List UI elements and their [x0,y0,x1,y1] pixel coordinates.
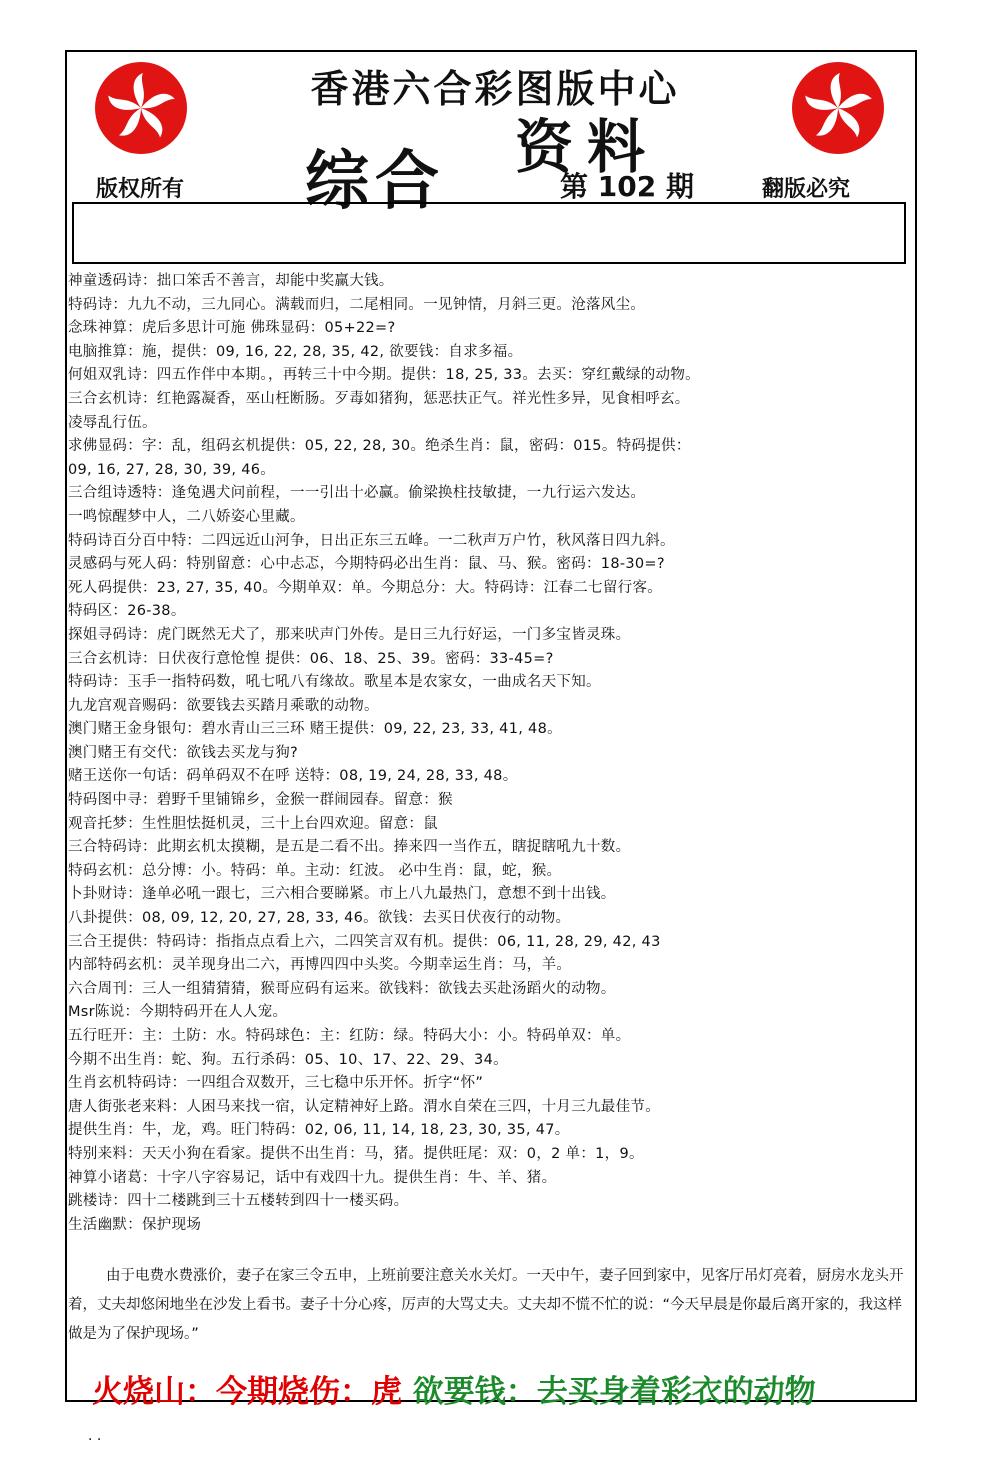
content-line: 一鸣惊醒梦中人，二八娇姿心里藏。 [68,508,305,525]
content-line: 何姐双乳诗：四五作伴中本期。，再转三十中今期。提供：18, 25, 33。去买：穿红戴绿的动物。 [68,367,700,384]
content-line: 九龙宫观音赐码：欲要钱去买踏月乘歌的动物。 [68,697,379,714]
no-reprint-label: 翻版必究 [762,177,851,202]
content-line: 三合玄机诗：日伏夜行意怆惶 提供：06、18、25、39。密码：33-45=? [68,650,554,667]
footer-banner [92,1366,816,1411]
content-line: 09, 16, 27, 28, 30, 39, 46。 [68,461,276,478]
content-line: 灵感码与死人码：特别留意：心中忐忑，今期特码必出生肖：鼠、马、猴。密码：18-30=? [68,556,665,573]
content-line: 今期不出生肖：蛇、狗。五行杀码：05、10、17、22、29、34。 [68,1051,508,1068]
content-line: 六合周刊：三人一组猜猜猜，猴哥应码有运来。欲钱料：欲钱去买赴汤蹈火的动物。 [68,980,616,997]
content-line: 探姐寻码诗：虎门既然无犬了，那来吠声门外传。是日三九行好运，一门多宝皆灵珠。 [68,626,631,643]
content-line: 念珠神算：虎后多思计可施 佛珠显码：05+22=? [68,320,396,337]
content-line: 内部特码玄机：灵羊现身出二六，再博四四中头奖。今期幸运生肖：马，羊。 [68,957,572,974]
main-title-part1: 综合 [305,144,445,219]
main-title-part2: 资料 [515,113,660,181]
content-line: 求佛显码：字：乱，组码玄机提供：05, 22, 28, 30。绝杀生肖：鼠，密码：015。特码提供： [68,438,691,455]
content-line: 生活幽默：保护现场 [68,1216,202,1233]
content-line: 五行旺开：主：土防：水。特码球色：主：红防：绿。特码大小：小。特码单双：单。 [68,1028,631,1044]
content-line: 观音托梦：生性胆怯挺机灵，三十上台四欢迎。留意：鼠 [68,815,438,832]
content-line: 特码诗百分百中特：二四远近山河争，日出正东三五峰。一二秋声万户竹，秋风落日四九斜。 [68,532,675,549]
content-line: 特码诗：九九不动，三九同心。满载而归，二尾相同。一见钟情，月斜三更。沧落风尘。 [68,296,646,313]
bauhinia-emblem-icon [95,62,187,154]
content-line: 特码图中寻：碧野千里铺锦乡，金猴一群闹园春。留意：猴 [68,792,453,809]
content-line: 特码玄机：总分博：小。特码：单。主动：红波。 必中生肖：鼠，蛇，猴。 [68,862,562,879]
content-line: 赌王送你一句话：码单码双不在呼 送特：08, 19, 24, 28, 33, 48。 [68,768,518,785]
content-line: 生肖玄机特码诗：一四组合双数开，三七稳中乐开怀。折字“怀” [68,1075,484,1092]
issue-number: 第 102 期 [560,170,694,203]
content-lines [68,270,914,1237]
content-line: 三合组诗透特：逢兔遇犬问前程，一一引出十必赢。偷梁换柱技敏捷，一九行运六发达。 [68,485,646,502]
content-line: 唐人街张老来料：人困马来找一宿，认定精神好上路。渭水自荣在三四，十月三九最佳节。 [68,1098,660,1115]
footer-burn-text: 火烧山：今期烧伤：虎 [92,1374,402,1410]
content-line: 提供生肖：牛，龙，鸡。旺门特码：02, 06, 11, 14, 18, 23, 30, 35, 47。 [68,1122,570,1139]
content-line: 三合特码诗：此期玄机太摸糊，是五是二看不出。捧来四一当作五，瞎捉瞎吼九十数。 [68,839,631,856]
content-line: 特码区：26-38。 [68,603,186,620]
footer-money-text: 欲要钱：去买身着彩衣的动物 [412,1374,816,1410]
rights-reserved-label: 版权所有 [96,177,185,202]
content-line: 三合玄机诗：红艳露凝香，巫山枉断肠。歹毒如猪狗，惩恶扶正气。祥光性多异，见食相呼玄。 [68,390,690,407]
content-line: 八卦提供：08, 09, 12, 20, 27, 28, 33, 46。欲钱：去买日伏夜行的动物。 [68,910,571,927]
content-line: 凌辱乱行伍。 [68,414,157,431]
content-line: 澳门赌王金身银句：碧水青山三三环 赌王提供：09, 22, 23, 33, 41, 48。 [68,721,562,738]
content-line: 三合王提供：特码诗：指指点点看上六，二四笑言双有机。提供：06, 11, 28, 29, 42, 43 [68,933,661,950]
bauhinia-emblem-icon [792,62,884,154]
content-line: 澳门赌王有交代：欲钱去买龙与狗? [68,744,298,761]
content-line: 特码诗：玉手一指特码数，吼七吼八有缘故。歌星本是农家女，一曲成名天下知。 [68,674,601,691]
content-line: 死人码提供：23, 27, 35, 40。今期单双：单。今期总分：大。特码诗：江春二七留行客。 [68,579,663,596]
humor-story [68,1262,910,1349]
corner-dots: . . [88,1428,102,1444]
content-line: 神童透码诗：拙口笨舌不善言，却能中奖赢大钱。 [68,273,394,289]
content-line: 神算小诸葛：十字八字容易记，话中有戏四十九。提供生肖：牛、羊、猪。 [68,1169,557,1186]
content-line: 跳楼诗：四十二楼跳到三十五楼转到四十一楼买码。 [68,1193,409,1210]
story-paragraph: 由于电费水费涨价，妻子在家三令五申，上班前要注意关水关灯。一天中午，妻子回到家中，见客厅吊灯亮着，厨房水龙头开着，丈夫却悠闲地坐在沙发上看书。妻子十分心疼，厉声的大骂丈夫。丈夫却不慌不忙的说：“今天早晨是你最后离开家的，我这样做是为了保护现场。” [68,1268,904,1342]
content-line: 电脑推算：施，提供：09, 16, 22, 28, 35, 42, 欲要钱：自求多福。 [68,343,523,360]
org-title: 香港六合彩图版中心 [310,67,680,111]
content-line: 特别来料：天天小狗在看家。提供不出生肖：马，猪。提供旺尾：双：0，2 单：1，9。 [68,1145,644,1162]
blank-banner-box [72,202,906,264]
content-line: Msr陈说：今期特码开在人人宠。 [68,1004,288,1021]
content-line: 卜卦财诗：逢单必吼一跟七，三六相合要睇紧。市上八九最热门，意想不到十出钱。 [68,886,616,903]
